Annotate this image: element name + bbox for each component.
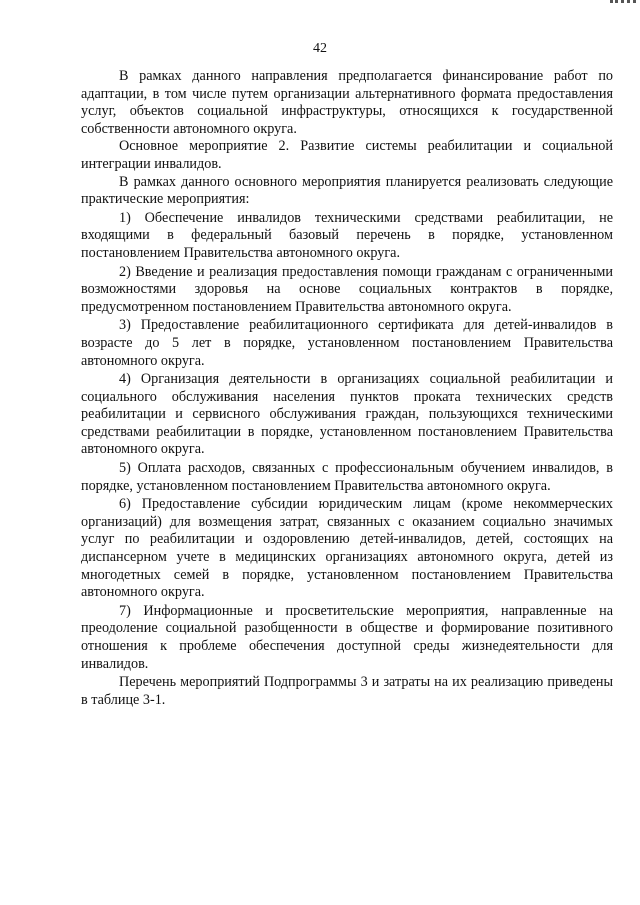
list-item-5: 5) Оплата расходов, связанных с профессиональным обучением инвалидов, в порядке, установленном постановлением Правительства автономного округа. xyxy=(81,460,613,494)
list-item-7: 7) Информационные и просветительские мероприятия, направленные на преодоление социальной разобщенности в обществе и формирование позитивного отношения к проблеме обеспечения доступной среды жизнедеятельности для инвалидов. xyxy=(81,602,613,672)
page-number: 42 xyxy=(313,41,327,56)
list-item-6: 6) Предоставление субсидии юридическим лицам (кроме некоммерческих организаций) для возмещения затрат, связанных с оказанием социально значимых услуг по реабилитации и оздоровлению детей-инвалидов, детей, состоящих на диспансерном учете в медицинских организациях автономного округа, детей из многодетных семей в порядке, установленном постановлением Правительства автономного округа. xyxy=(81,496,613,601)
paragraph-main-activity-2: Основное мероприятие 2. Развитие системы реабилитации и социальной интеграции инвалидов. xyxy=(81,138,613,172)
document-body xyxy=(81,68,613,709)
paragraph-activities-intro: В рамках данного основного мероприятия планируется реализовать следующие практические мероприятия: xyxy=(81,173,613,208)
list-item-3: 3) Предоставление реабилитационного сертификата для детей-инвалидов в возрасте до 5 лет в порядке, установленном постановлением Правительства автономного округа. xyxy=(81,317,613,369)
paragraph-table-reference: Перечень мероприятий Подпрограммы 3 и затраты на их реализацию приведены в таблице 3-1. xyxy=(81,674,613,708)
list-item-2: 2) Введение и реализация предоставления помощи гражданам с ограниченными возможностями здоровья на основе социальных контрактов в порядке, предусмотренном постановлением Правительства автономного округа. xyxy=(81,263,613,315)
list-item-1: 1) Обеспечение инвалидов техническими средствами реабилитации, не входящими в федеральный базовый перечень в порядке, установленном постановлением Правительства автономного округа. xyxy=(81,209,613,261)
list-item-4: 4) Организация деятельности в организациях социальной реабилитации и социального обслуживания населения пунктов проката технических средств реабилитации и сервисного обслуживания граждан, пользующихся техническими средствами реабилитации в порядке, установленном постановлением Правительства автономного округа. xyxy=(81,371,613,458)
scan-corner-mark xyxy=(610,0,636,6)
paragraph-adaptation-funding: В рамках данного направления предполагается финансирование работ по адаптации, в том числе путем организации альтернативного формата предоставления услуг, объектов социальной инфраструктуры, относящихся к государственной собственности автономного округа. xyxy=(81,68,613,137)
